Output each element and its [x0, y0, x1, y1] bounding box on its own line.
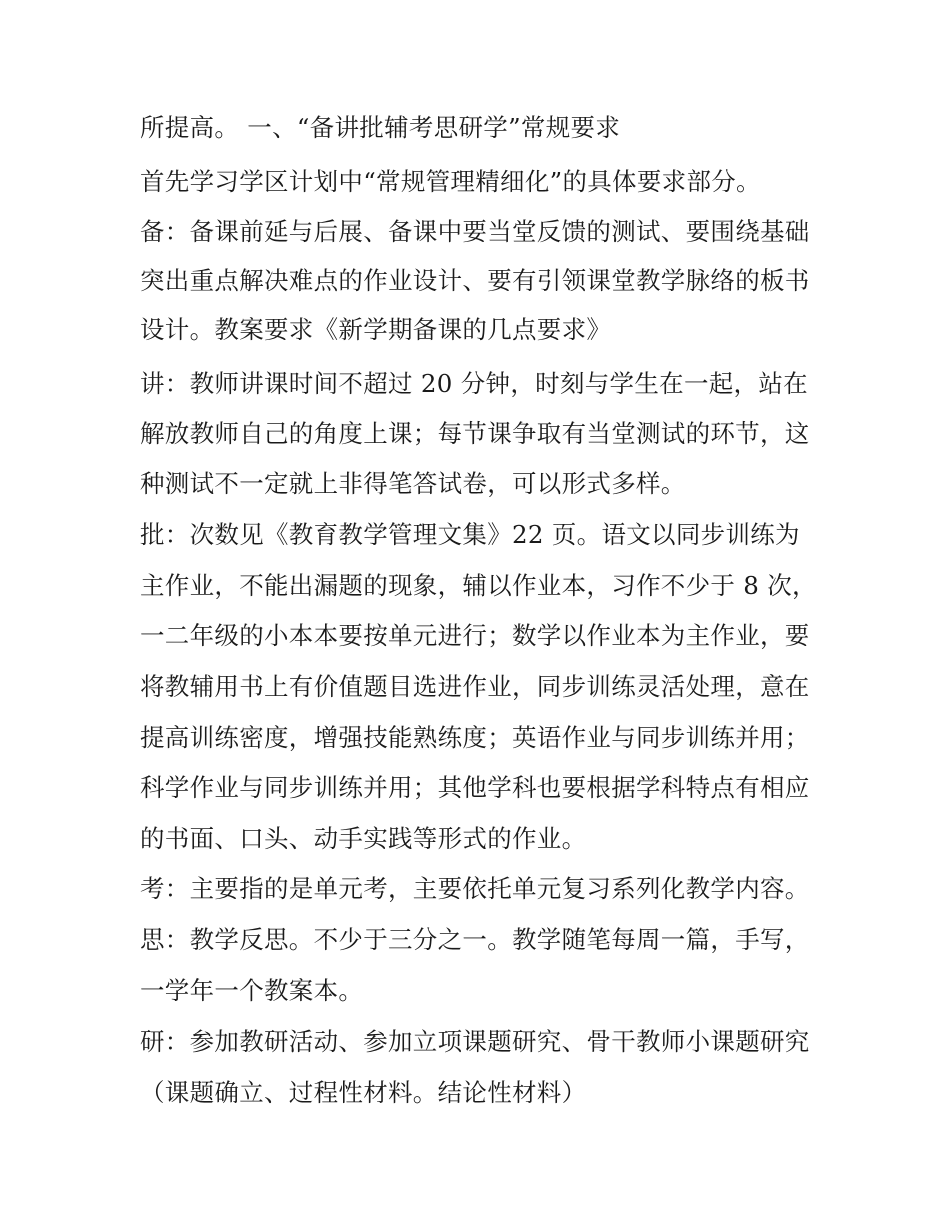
text-line: 一学年一个教案本。	[140, 976, 364, 1005]
text-line: 思：教学反思。不少于三分之一。教学随笔每周一篇，手写，	[140, 925, 810, 954]
text-line: 的书面、口头、动手实践等形式的作业。	[140, 824, 587, 853]
text-line: 设计。教案要求《新学期备课的几点要求》	[140, 315, 612, 344]
text-line: 解放教师自己的角度上课；每节课争取有当堂测试的环节，这	[140, 419, 810, 448]
text-line: 研：参加教研活动、参加立项课题研究、骨干教师小课题研究	[140, 1027, 810, 1056]
text-line: 提高训练密度，增强技能熟练度；英语作业与同步训练并用；	[140, 723, 810, 752]
text-line: 科学作业与同步训练并用；其他学科也要根据学科特点有相应	[140, 773, 810, 802]
text-line: 主作业，不能出漏题的现象，辅以作业本，习作不少于 8 次，	[140, 571, 817, 600]
text-line: 种测试不一定就上非得笔答试卷，可以形式多样。	[140, 469, 686, 498]
text-line: 考：主要指的是单元考，主要依托单元复习系列化教学内容。	[140, 874, 810, 903]
text-line: 突出重点解决难点的作业设计、要有引领课堂教学脉络的板书	[140, 266, 810, 295]
text-line: 批：次数见《教育教学管理文集》22 页。语文以同步训练为	[140, 520, 800, 549]
text-line: （课题确立、过程性材料。结论性材料）	[140, 1078, 587, 1107]
text-line: 所提高。 一、“备讲批辅考思研学”常规要求	[140, 113, 621, 142]
text-line: 首先学习学区计划中“常规管理精细化”的具体要求部分。	[140, 167, 761, 196]
text-line: 将教辅用书上有价值题目选进作业，同步训练灵活处理，意在	[140, 672, 810, 701]
text-line: 备：备课前延与后展、备课中要当堂反馈的测试、要围绕基础	[140, 217, 810, 246]
text-line: 一二年级的小本本要按单元进行；数学以作业本为主作业，要	[140, 621, 810, 650]
text-line: 讲：教师讲课时间不超过 20 分钟，时刻与学生在一起，站在	[140, 369, 808, 398]
